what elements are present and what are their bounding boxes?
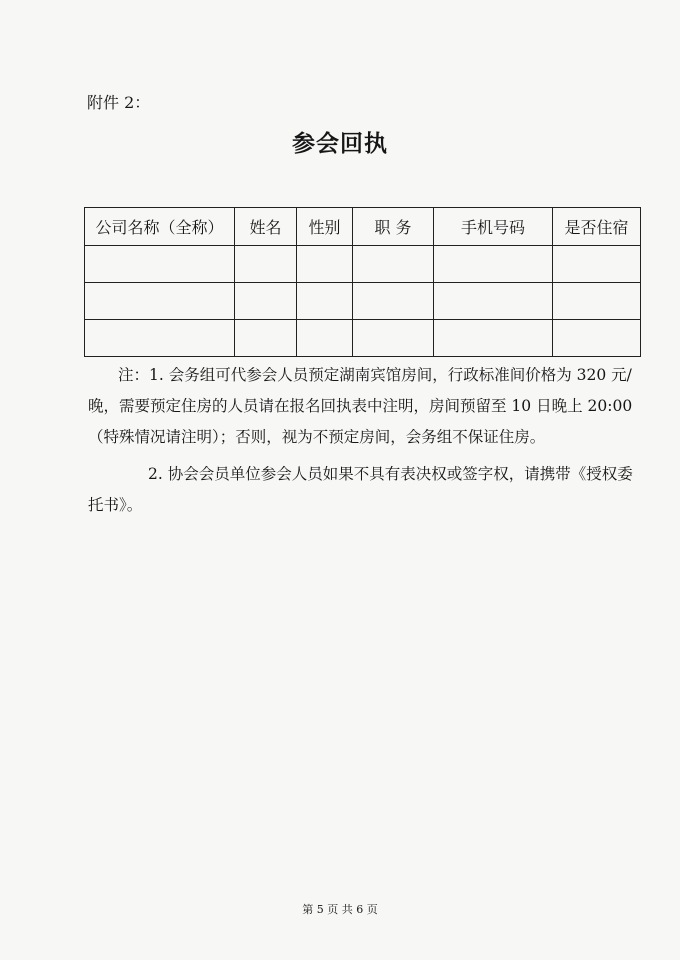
- cell-gender[interactable]: [297, 246, 353, 283]
- cell-name[interactable]: [235, 246, 297, 283]
- header-phone: 手机号码: [434, 208, 553, 246]
- header-gender: 性别: [297, 208, 353, 246]
- cell-gender[interactable]: [297, 283, 353, 320]
- cell-accommodation[interactable]: [553, 283, 641, 320]
- cell-accommodation[interactable]: [553, 246, 641, 283]
- cell-company[interactable]: [85, 320, 235, 357]
- header-position: 职 务: [353, 208, 434, 246]
- cell-company[interactable]: [85, 283, 235, 320]
- attachment-label: 附件 2：: [87, 93, 151, 112]
- note-2: 2. 协会会员单位参会人员如果不具有表决权或签字权，请携带《授权委托书》。: [88, 465, 633, 514]
- cell-position[interactable]: [353, 320, 434, 357]
- reply-form-table: [84, 207, 641, 357]
- cell-accommodation[interactable]: [553, 320, 641, 357]
- header-accommodation: 是否住宿: [553, 208, 641, 246]
- header-company-name: 公司名称（全称）: [85, 208, 235, 246]
- table-row: [85, 246, 641, 283]
- cell-position[interactable]: [353, 283, 434, 320]
- cell-name[interactable]: [235, 283, 297, 320]
- cell-gender[interactable]: [297, 320, 353, 357]
- cell-name[interactable]: [235, 320, 297, 357]
- notes-section: [88, 360, 636, 521]
- header-name: 姓名: [235, 208, 297, 246]
- table-row: [85, 320, 641, 357]
- table-row: [85, 283, 641, 320]
- note-1: 注：1. 会务组可代参会人员预定湖南宾馆房间，行政标准间价格为 320 元/晚，需要预定住房的人员请在报名回执表中注明，房间预留至 10 日晚上 20:00（特殊情况请注明）；否则，视为不预定房间，会务组不保证住房。: [88, 366, 633, 446]
- cell-phone[interactable]: [434, 320, 553, 357]
- cell-company[interactable]: [85, 246, 235, 283]
- page-title: 参会回执: [292, 131, 388, 157]
- cell-phone[interactable]: [434, 283, 553, 320]
- cell-phone[interactable]: [434, 246, 553, 283]
- cell-position[interactable]: [353, 246, 434, 283]
- page-footer: 第 5 页 共 6 页: [302, 903, 378, 916]
- table-header-row: [85, 208, 641, 246]
